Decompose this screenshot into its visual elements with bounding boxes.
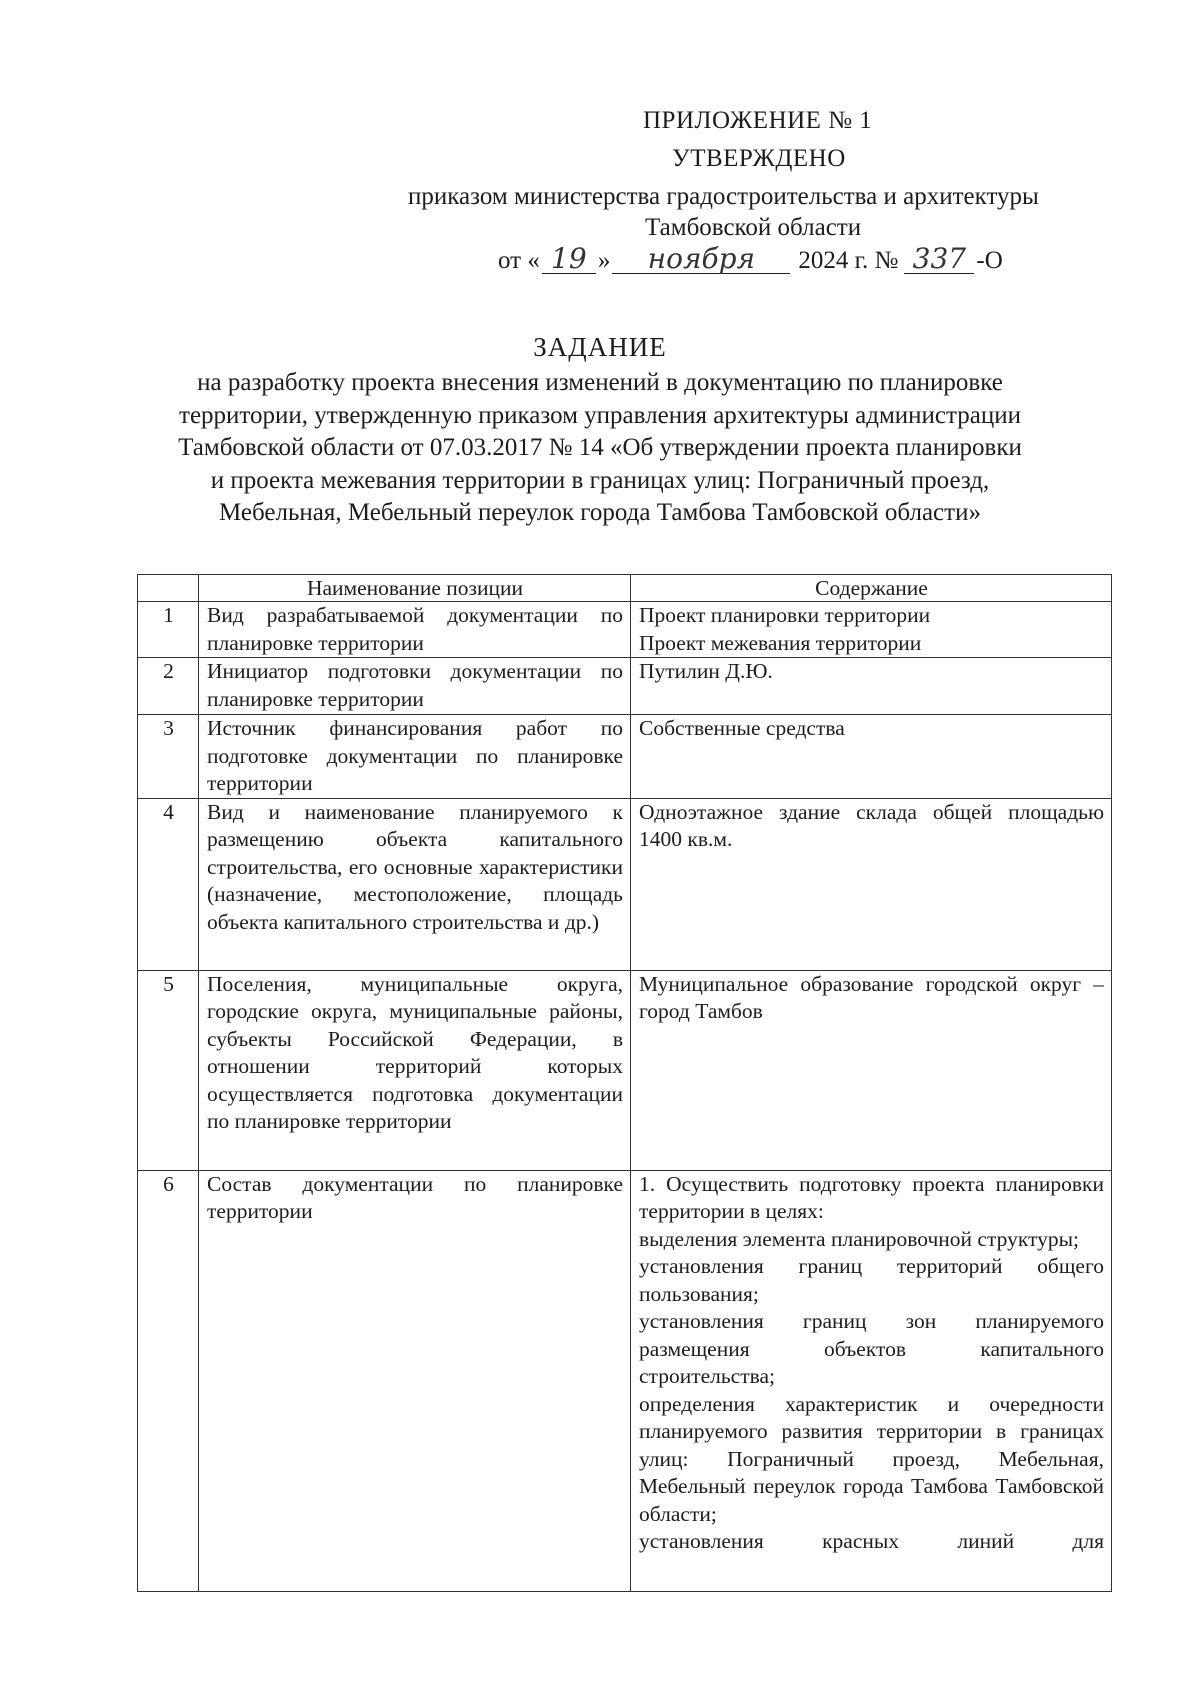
title-line: Тамбовской области от 07.03.2017 № 14 «Об утверждении проекта планировки xyxy=(178,434,1022,461)
title-subheading xyxy=(0,367,1200,530)
annex-label: ПРИЛОЖЕНИЕ № 1 xyxy=(643,107,873,134)
row-number: 6 xyxy=(138,1170,199,1591)
table-row xyxy=(138,658,1112,715)
content-line: определения характеристик и очередности планируемого развития территории в границах улиц: Пограничный проезд, Мебельная, Мебельный переулок города Тамбова Тамбовской области; xyxy=(639,1391,1104,1526)
row-number: 2 xyxy=(138,658,199,715)
title-line: Мебельная, Мебельный переулок города Тамбова Тамбовской области» xyxy=(219,499,981,526)
title-line: и проекта межевания территории в границах улиц: Пограничный проезд, xyxy=(210,466,990,494)
row-name: Инициатор подготовки документации по планировке территории xyxy=(199,658,631,715)
row-name: Состав документации по планировке территории xyxy=(199,1170,631,1591)
table-header-row xyxy=(138,575,1112,602)
row-content xyxy=(631,658,1112,715)
row-number: 5 xyxy=(138,970,199,1170)
task-table xyxy=(137,574,1112,1592)
row-number: 4 xyxy=(138,798,199,970)
content-line: Путилин Д.Ю. xyxy=(639,659,773,683)
table-row xyxy=(138,798,1112,970)
header-content-cell: Содержание xyxy=(631,575,1112,602)
date-quote-close: » xyxy=(597,247,611,274)
row-content xyxy=(631,798,1112,970)
content-line: установления границ зон планируемого размещения объектов капитального строительства; xyxy=(639,1309,1104,1388)
order-date-line xyxy=(498,242,1003,276)
row-name: Вид и наименование планируемого к размещению объекта капитального строительства, его основные характеристики (назначение, местоположение, площадь объекта капитального строительства и др.) xyxy=(199,798,631,970)
handwritten-day: 19 xyxy=(542,245,596,274)
document-title xyxy=(0,330,1200,530)
table-row xyxy=(138,602,1112,658)
row-content xyxy=(631,970,1112,1170)
content-line: Проект планировки территории xyxy=(639,603,931,627)
row-content xyxy=(631,602,1112,658)
row-name: Источник финансирования работ по подготовке документации по планировке территории xyxy=(199,715,631,799)
row-content xyxy=(631,715,1112,799)
table-row xyxy=(138,970,1112,1170)
content-line: Собственные средства xyxy=(639,716,845,740)
table-row xyxy=(138,1170,1112,1591)
date-year: 2024 г. № xyxy=(798,247,899,274)
content-line: установления границ территорий общего пользования; xyxy=(639,1254,1104,1306)
content-line: Муниципальное образование городской округ – город Тамбов xyxy=(639,971,1104,1023)
approved-label: УТВЕРЖДЕНО xyxy=(672,145,846,172)
content-line: Одноэтажное здание склада общей площадью 1400 кв.м. xyxy=(639,799,1104,851)
table-row xyxy=(138,715,1112,799)
content-line: установления красных линий для xyxy=(639,1529,1104,1553)
content-line: выделения элемента планировочной структуры; xyxy=(639,1226,1080,1251)
title-line: на разработку проекта внесения изменений в документацию по планировке xyxy=(197,369,1003,396)
order-line-2: Тамбовской области xyxy=(645,214,862,241)
row-content xyxy=(631,1170,1112,1591)
handwritten-month: ноября xyxy=(612,245,790,274)
row-number: 3 xyxy=(138,715,199,799)
row-name: Вид разрабатываемой документации по планировке территории xyxy=(199,602,631,658)
title-heading: ЗАДАНИЕ xyxy=(533,332,667,362)
content-line: Проект межевания территории xyxy=(639,630,922,655)
order-number-suffix: -О xyxy=(976,247,1003,274)
row-name: Поселения, муниципальные округа, городские округа, муниципальные районы, субъекты Российской Федерации, в отношении территорий которых осуществляется подготовка документации по планировке территории xyxy=(199,970,631,1170)
header-num-cell xyxy=(138,575,199,602)
title-line: территории, утвержденную приказом управления архитектуры администрации xyxy=(179,401,1021,429)
order-line-1: приказом министерства градостроительства и архитектуры xyxy=(408,183,1039,210)
date-prefix: от « xyxy=(498,247,540,274)
row-number: 1 xyxy=(138,602,199,658)
header-name-cell: Наименование позиции xyxy=(199,575,631,602)
handwritten-order-number: 337 xyxy=(904,245,974,274)
content-line: 1. Осуществить подготовку проекта планировки территории в целях: xyxy=(639,1171,1104,1223)
